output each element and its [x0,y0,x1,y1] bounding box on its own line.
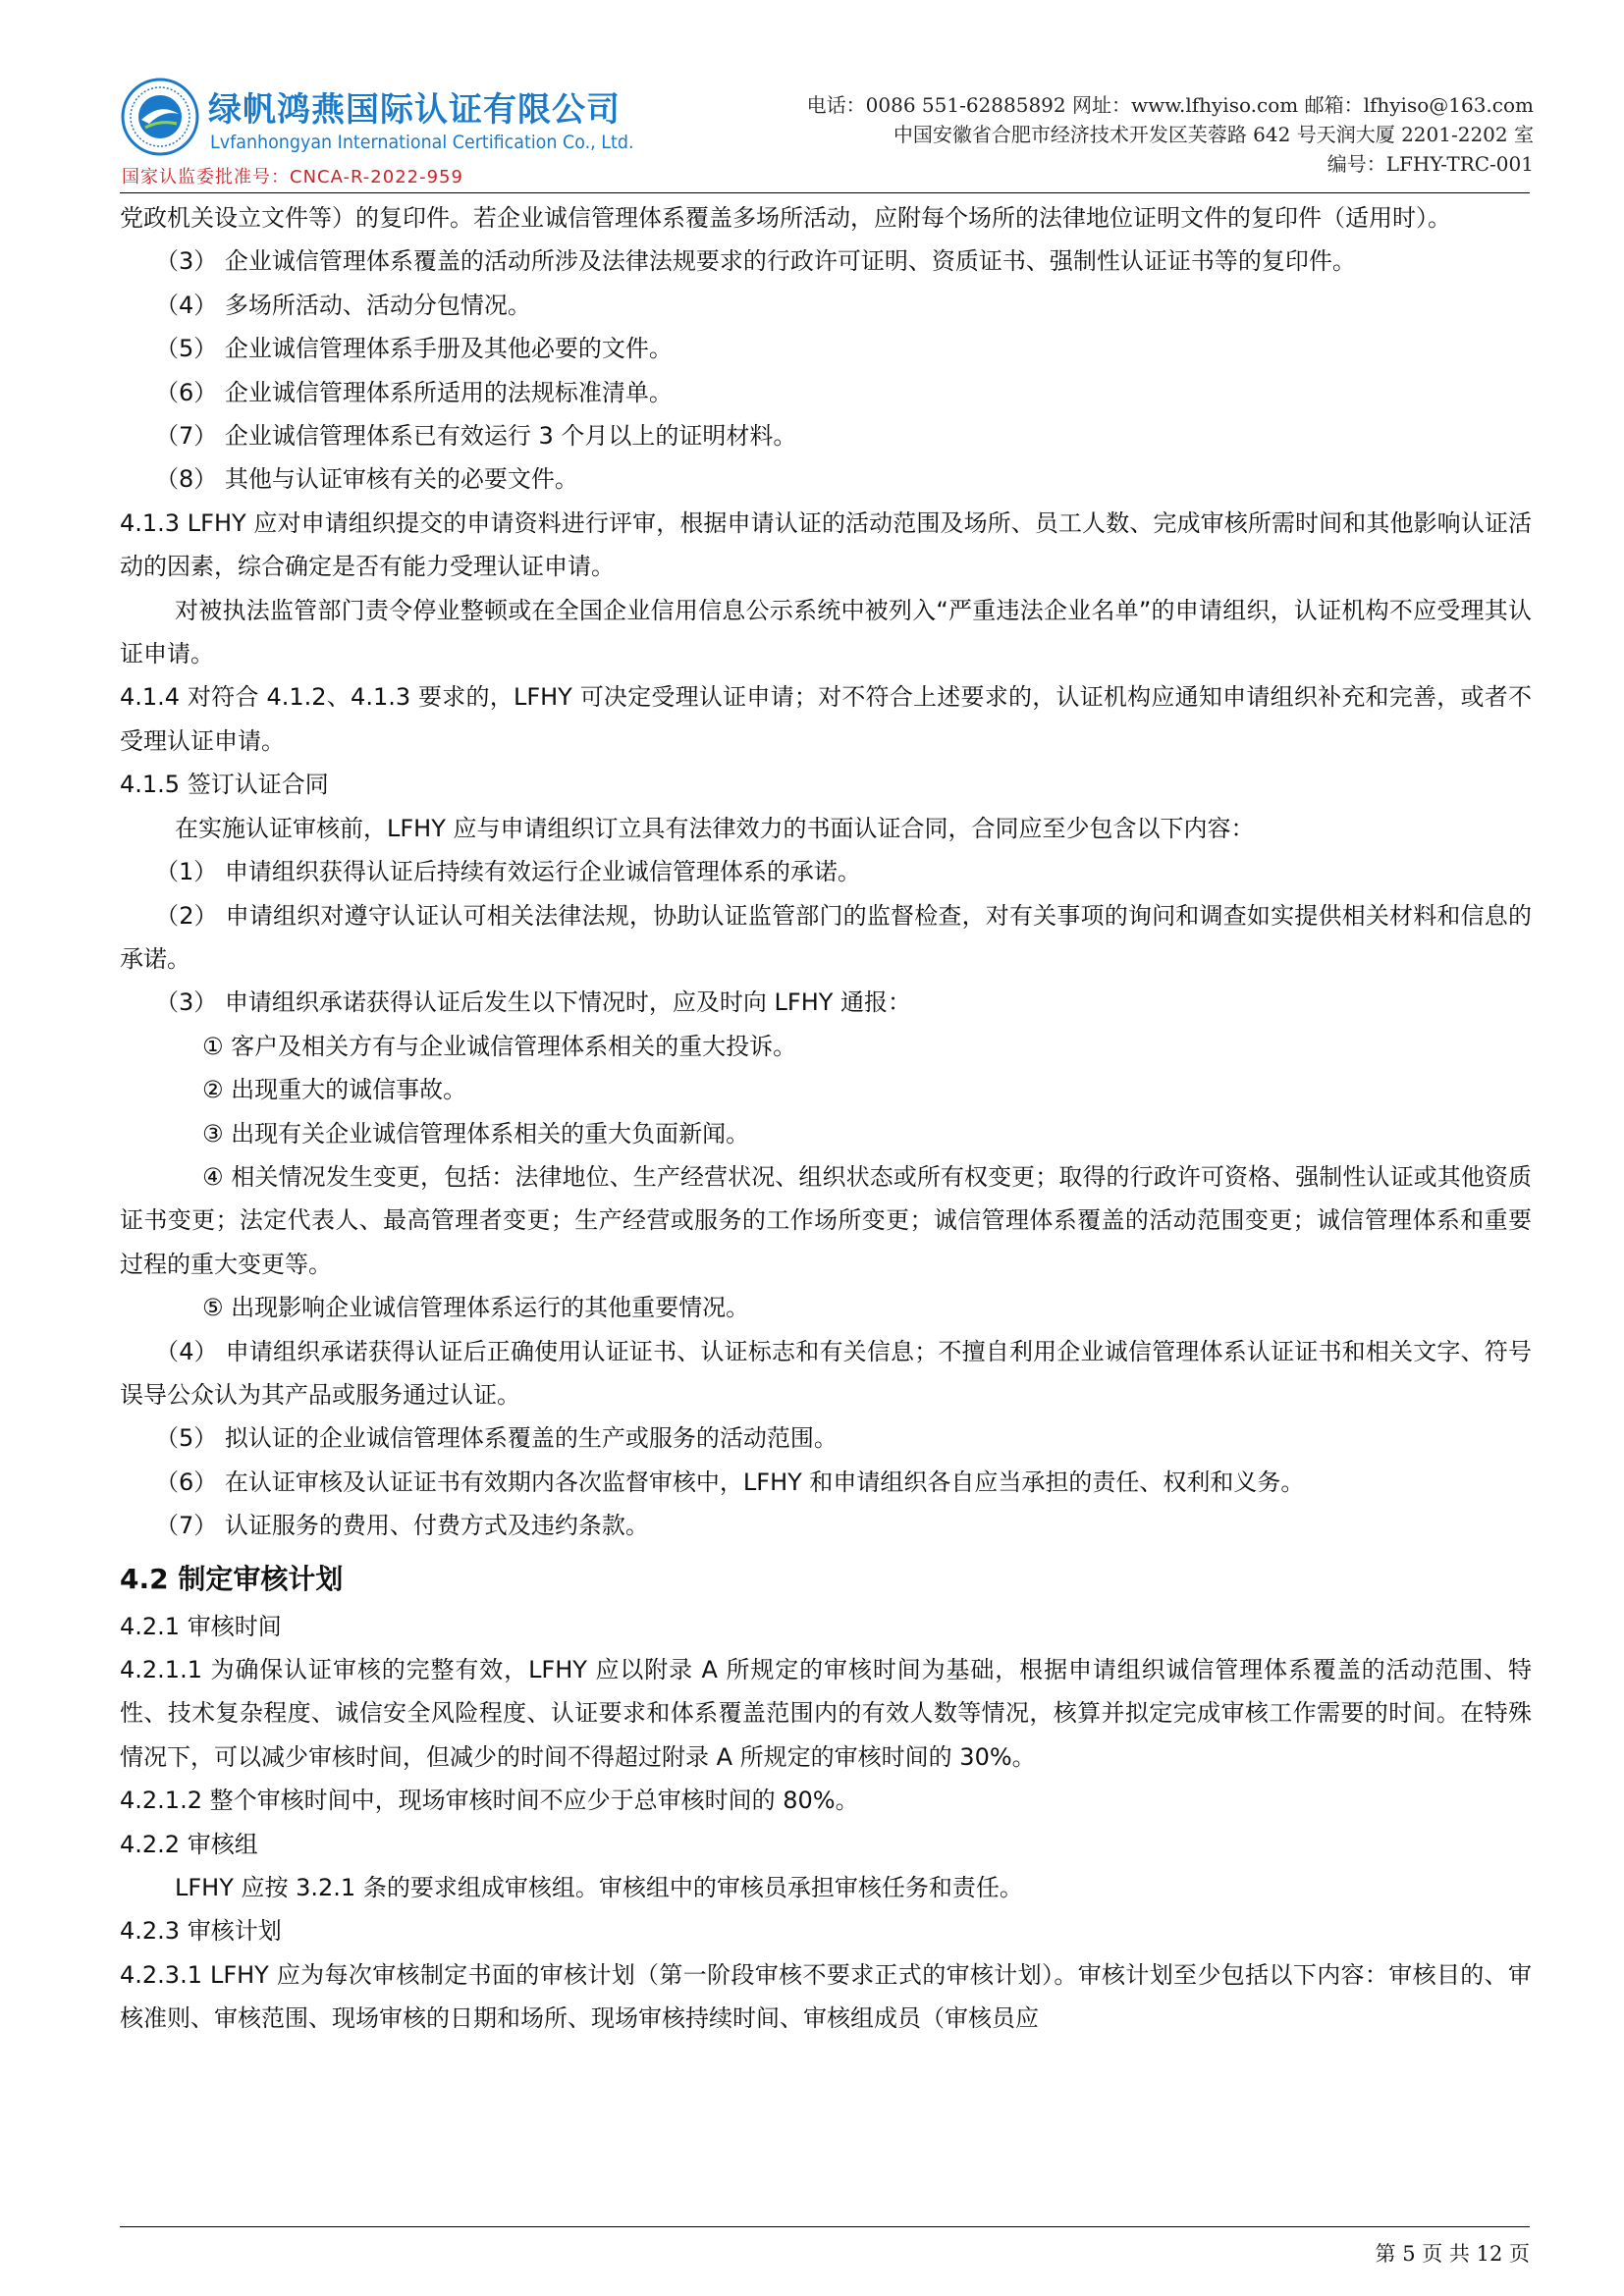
paragraph: （2） 申请组织对遵守认证认可相关法律法规，协助认证监管部门的监督检查，对有关事项的询问和调查如实提供相关材料和信息的承诺。 [120,901,1532,973]
paragraph: （6） 企业诚信管理体系所适用的法规标准清单。 [155,378,673,406]
paragraph: （4） 申请组织承诺获得认证后正确使用认证证书、认证标志和有关信息；不擅自利用企业诚信管理体系认证证书和相关文字、符号误导公众认为其产品或服务通过认证。 [120,1337,1532,1409]
paragraph: （4） 多场所活动、活动分包情况。 [155,291,531,319]
contact-block [807,90,1534,179]
paragraph: 4.2.1 审核时间 [120,1612,282,1640]
contact-address: 中国安徽省合肥市经济技术开发区芙蓉路 642 号天润大厦 2201-2202 室 [893,123,1534,146]
paragraph: （5） 拟认证的企业诚信管理体系覆盖的生产或服务的活动范围。 [155,1424,838,1453]
approval-number: 国家认监委批准号：CNCA-R-2022-959 [122,167,463,187]
paragraph: 在实施认证审核前，LFHY 应与申请组织订立具有法律效力的书面认证合同，合同应至少包含以下内容： [175,814,1255,842]
paragraph: 4.2.2 审核组 [120,1830,258,1858]
page-number: 第 5 页 共 12 页 [1375,2242,1530,2266]
paragraph: ⑤ 出现影响企业诚信管理体系运行的其他重要情况。 [202,1294,750,1322]
company-name-cn: 绿帆鸿燕国际认证有限公司 [208,90,621,130]
paragraph: 4.2.3 审核计划 [120,1917,282,1946]
paragraph: 4.1.5 签订认证合同 [120,771,329,799]
paragraph: 4.2.1.1 为确保认证审核的完整有效，LFHY 应以附录 A 所规定的审核时间为基础，根据申请组织诚信管理体系覆盖的活动范围、特性、技术复杂程度、诚信安全风险程度、认证要求和体系覆盖范围内的有效人数等情况，核算并拟定完成审核工作需要的时间。在特殊情况下，可以减少审核时间，但减少的时间不得超过附录 A 所规定的审核时间的 30%。 [120,1656,1532,1771]
paragraph: （3） 申请组织承诺获得认证后发生以下情况时，应及时向 LFHY 通报： [155,988,912,1017]
document-body [120,196,1532,2041]
footer-divider [120,2226,1530,2227]
header-divider [120,192,1530,193]
paragraph: 4.2.1.2 整个审核时间中，现场审核时间不应少于总审核时间的 80%。 [120,1787,859,1815]
paragraph: （8） 其他与认证审核有关的必要文件。 [155,465,578,494]
paragraph: （3） 企业诚信管理体系覆盖的活动所涉及法律法规要求的行政许可证明、资质证书、强制性认证证书等的复印件。 [155,247,1356,276]
paragraph: 党政机关设立文件等）的复印件。若企业诚信管理体系覆盖多场所活动，应附每个场所的法律地位证明文件的复印件（适用时）。 [120,204,1451,232]
section-heading: 4.2 制定审核计划 [120,1562,344,1595]
paragraph: 对被执法监管部门责令停业整顿或在全国企业信用信息公示系统中被列入“严重违法企业名单”的申请组织，认证机构不应受理其认证申请。 [120,596,1532,668]
document-number: 编号：LFHY-TRC-001 [1326,152,1534,176]
paragraph: 4.2.3.1 LFHY 应为每次审核制定书面的审核计划（第一阶段审核不要求正式的审核计划）。审核计划至少包括以下内容：审核目的、审核准则、审核范围、现场审核的日期和场所、现场审核持续时间、审核组成员（审核员应 [120,1960,1532,2033]
company-name-en: Lvfanhongyan International Certification Co., Ltd. [210,132,634,153]
paragraph: （6） 在认证审核及认证证书有效期内各次监督审核中，LFHY 和申请组织各自应当承担的责任、权利和义务。 [155,1468,1305,1496]
paragraph: 4.1.3 LFHY 应对申请组织提交的申请资料进行评审，根据申请认证的活动范围及场所、员工人数、完成审核所需时间和其他影响认证活动的因素，综合确定是否有能力受理认证申请。 [120,508,1532,581]
paragraph: ③ 出现有关企业诚信管理体系相关的重大负面新闻。 [202,1119,750,1148]
paragraph: （5） 企业诚信管理体系手册及其他必要的文件。 [155,335,673,363]
paragraph: ④ 相关情况发生变更，包括：法律地位、生产经营状况、组织状态或所有权变更；取得的行政许可资格、强制性认证或其他资质证书变更；法定代表人、最高管理者变更；生产经营或服务的工作场所变更；诚信管理体系覆盖的活动范围变更；诚信管理体系和重要过程的重大变更等。 [120,1162,1532,1278]
paragraph: LFHY 应按 3.2.1 条的要求组成审核组。审核组中的审核员承担审核任务和责任。 [175,1874,1023,1902]
paragraph: 4.1.4 对符合 4.1.2、4.1.3 要求的，LFHY 可决定受理认证申请；对不符合上述要求的，认证机构应通知申请组织补充和完善，或者不受理认证申请。 [120,683,1532,755]
contact-phone-web-email: 电话：0086 551-62885892 网址：www.lfhyiso.com 邮箱：lfhyiso@163.com [806,93,1534,117]
company-logo-icon [120,77,200,157]
paragraph: （1） 申请组织获得认证后持续有效运行企业诚信管理体系的承诺。 [155,858,861,886]
paragraph: （7） 企业诚信管理体系已有效运行 3 个月以上的证明材料。 [155,422,797,451]
paragraph: ① 客户及相关方有与企业诚信管理体系相关的重大投诉。 [202,1032,797,1060]
page-header [120,77,1534,192]
paragraph: ② 出现重大的诚信事故。 [202,1076,467,1104]
paragraph: （7） 认证服务的费用、付费方式及违约条款。 [155,1512,649,1540]
